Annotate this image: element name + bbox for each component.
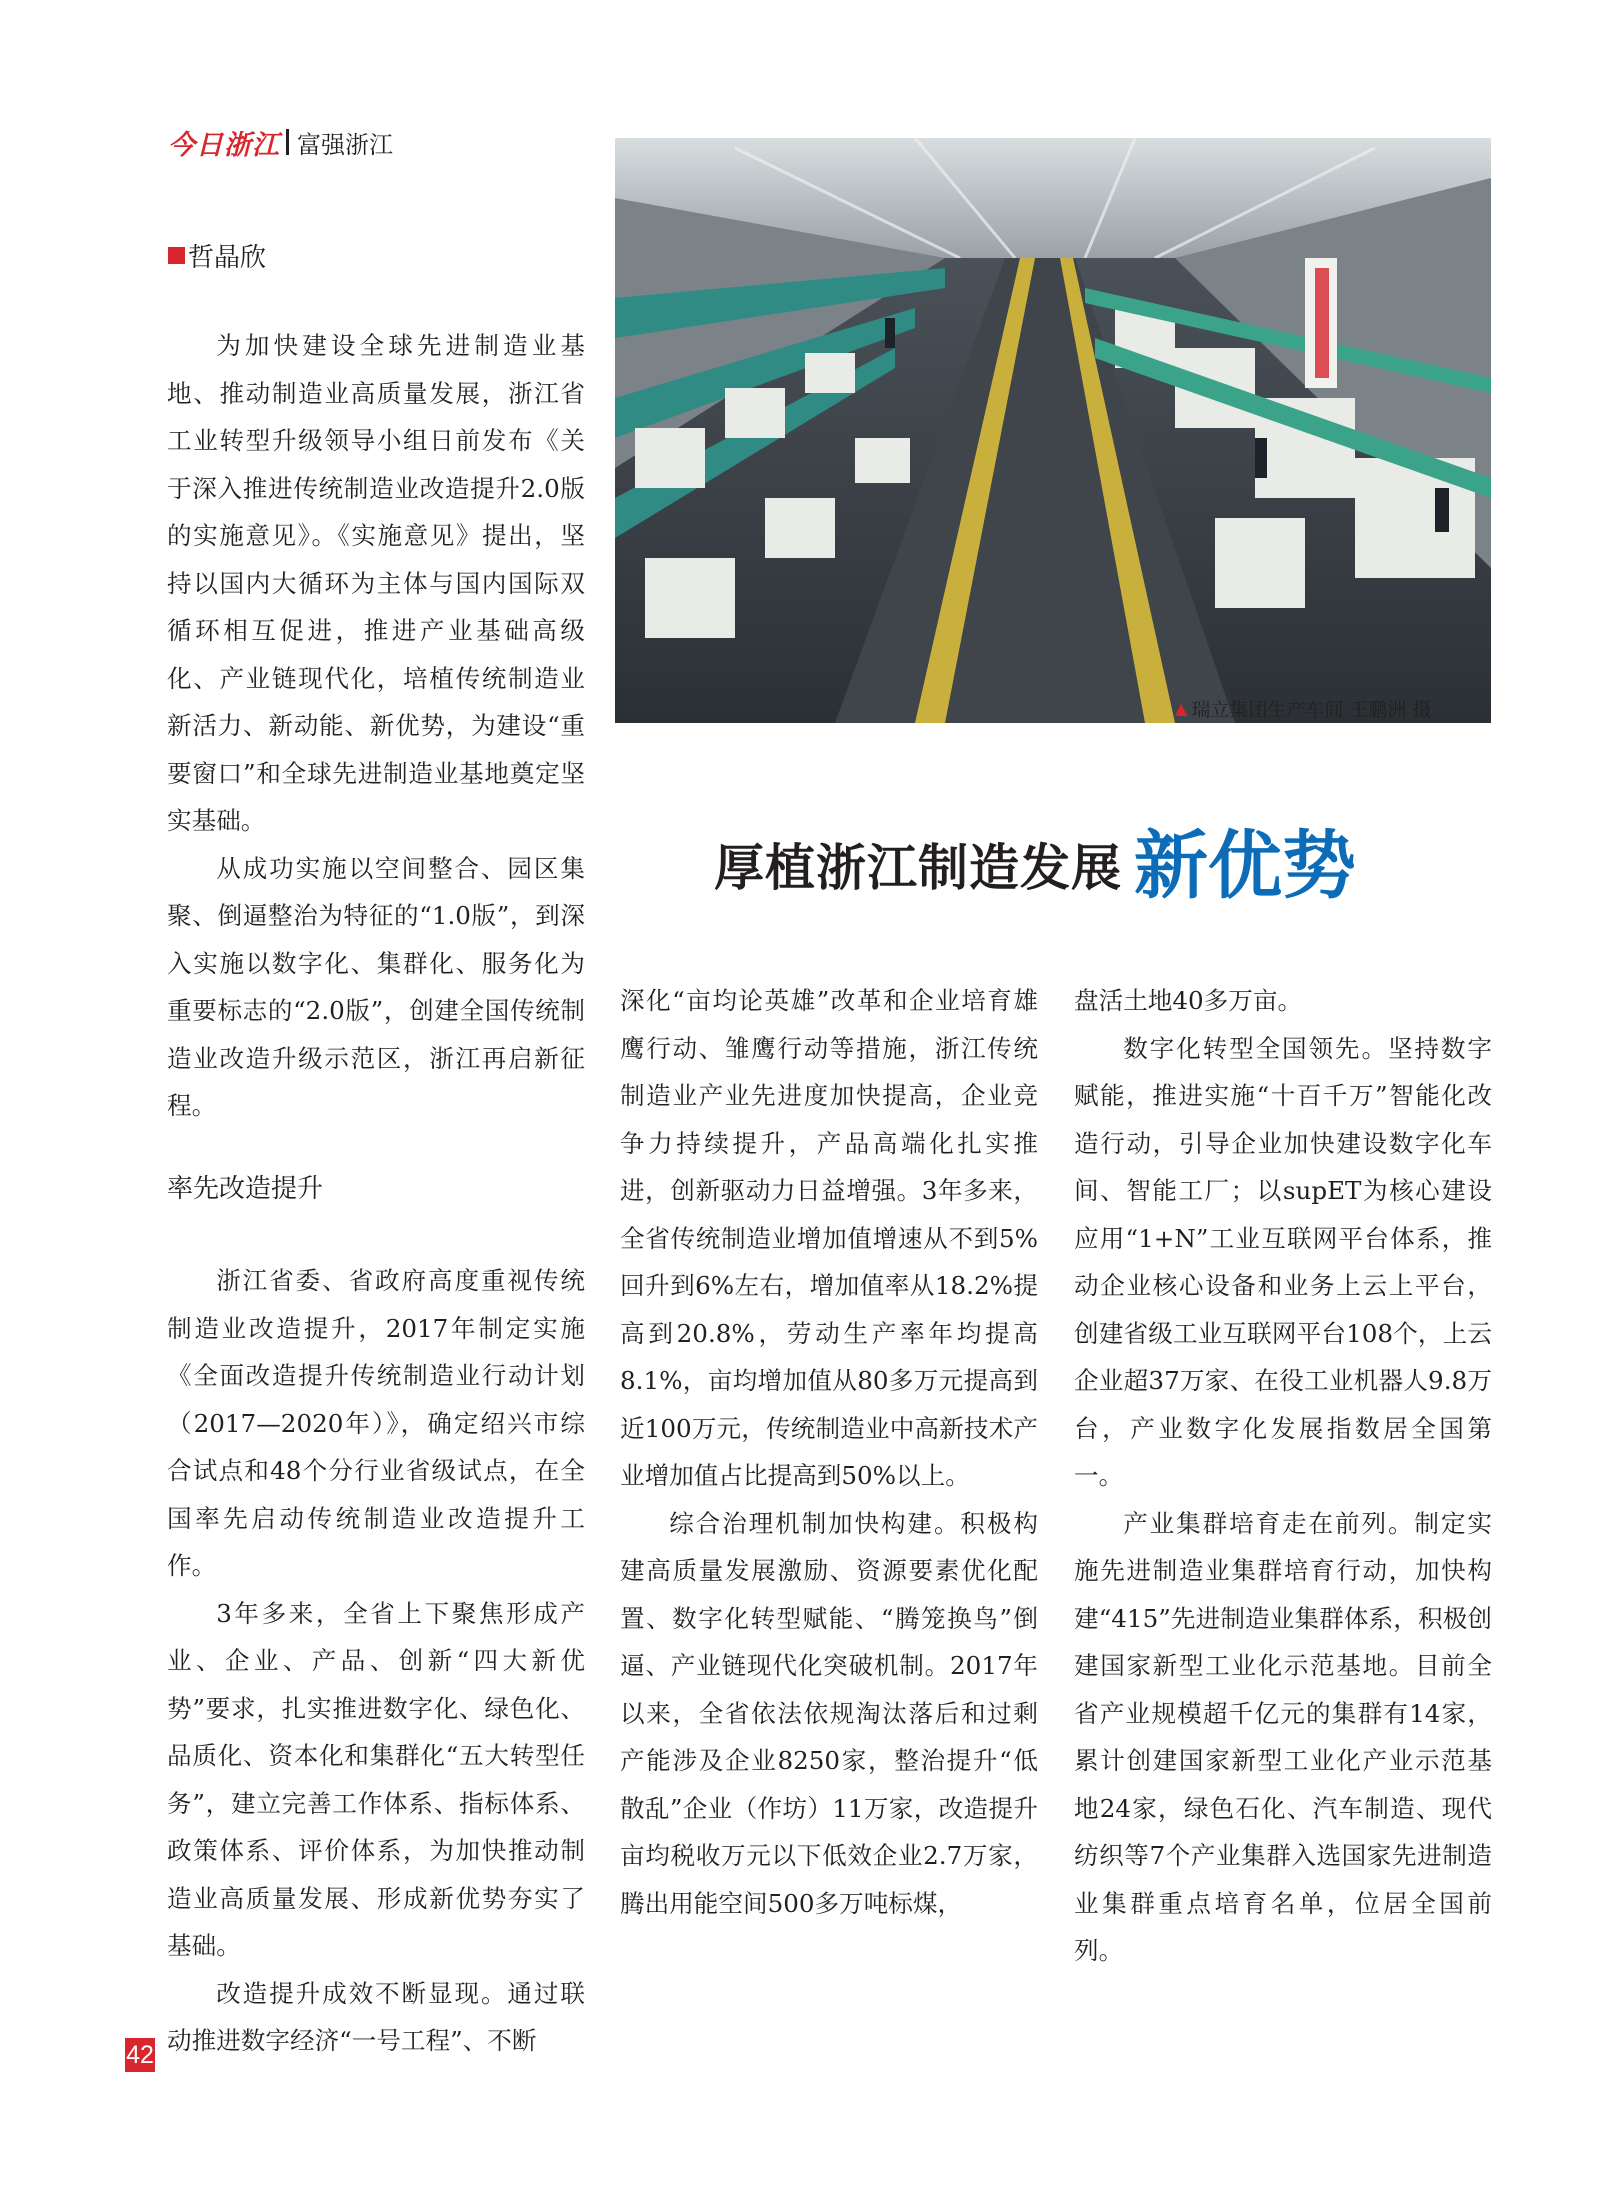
paragraph: 深化“亩均论英雄”改革和企业培育雄鹰行动、雏鹰行动等措施，浙江传统制造业产业先进度加快提高，企业竞争力持续提升，产品高端化扎实推进，创新驱动力日益增强。3年多来，全省传统制造业增加值增速从不到5%回升到6%左右，增加值率从18.2%提高到20.8%，劳动生产率年均提高8.1%，亩均增加值从80多万元提高到近100万元，传统制造业中高新技术产业增加值占比提高到50%以上。 [620,986,1038,1490]
paragraph: 综合治理机制加快构建。积极构建高质量发展激励、资源要素优化配置、数字化转型赋能、“腾笼换鸟”倒逼、产业链现代化突破机制。2017年以来，全省依法依规淘汰落后和过剩产能涉及企业8250家，整治提升“低散乱”企业（作坊）11万家，改造提升亩均税收万元以下低效企业2.7万家，腾出用能空间500多万吨标煤， [620,1508,1038,1918]
paragraph: 产业集群培育走在前列。制定实施先进制造业集群培育行动，加快构建“415”先进制造业集群体系，积极创建国家新型工业化示范基地。目前全省产业规模超千亿元的集群有14家，累计创建国家新型工业化产业示范基地24家，绿色石化、汽车制造、现代纺织等7个产业集群入选国家先进制造业集群重点培育名单，位居全国前列。 [1074,1508,1492,1965]
paragraph: 盘活土地40多万亩。 [1074,986,1303,1015]
column-1-intro [167,322,585,1130]
red-square-icon [168,247,185,264]
triangle-marker-icon: ▲ [1175,698,1188,718]
section-name: 富强浙江 [297,130,393,159]
column-2-body [620,977,1038,1927]
paragraph: 为加快建设全球先进制造业基地、推动制造业高质量发展，浙江省工业转型升级领导小组日前发布《关于深入推进传统制造业改造提升2.0版的实施意见》。《实施意见》提出，坚持以国内大循环为主体与国内国际双循环相互促进，推进产业基础高级化、产业链现代化，培植传统制造业新活力、新动能、新优势，为建设“重要窗口”和全球先进制造业基地奠定坚实基础。 [167,331,585,835]
article-title [714,808,1356,909]
column-1-body [167,1257,585,2065]
title-accent-text: 新优势 [1134,823,1356,909]
photo-caption [1175,694,1431,722]
author-name: 哲晶欣 [188,243,267,273]
page-number: 42 [125,2038,155,2072]
author-byline [168,237,266,274]
paragraph: 浙江省委、省政府高度重视传统制造业改造提升，2017年制定实施《全面改造提升传统制造业行动计划（2017—2020年）》，确定绍兴市综合试点和48个分行业省级试点，在全国率先启动传统制造业改造提升工作。 [167,1266,585,1580]
factory-photo [615,138,1491,723]
magazine-logo: 今日浙江 [168,129,280,161]
paragraph: 从成功实施以空间整合、园区集聚、倒逼整治为特征的“1.0版”，到深入实施以数字化、集群化、服务化为重要标志的“2.0版”，创建全国传统制造业改造升级示范区，浙江再启新征程。 [167,853,585,1120]
paragraph: 3年多来，全省上下聚焦形成产业、企业、产品、创新“四大新优势”要求，扎实推进数字化、绿色化、品质化、资本化和集群化“五大转型任务”，建立完善工作体系、指标体系、政策体系、评价体系，为加快推动制造业高质量发展、形成新优势夯实了基础。 [167,1598,585,1960]
section-subheading: 率先改造提升 [167,1174,324,1204]
photo-caption-text: 瑞立集团生产车间 王鹏洲 摄 [1191,698,1432,721]
title-main-text: 厚植浙江制造发展 [714,838,1122,897]
page-header [168,126,393,161]
paragraph: 改造提升成效不断显现。通过联动推进数字经济“一号工程”、不断 [167,1978,585,2055]
paragraph: 数字化转型全国领先。坚持数字赋能，推进实施“十百千万”智能化改造行动，引导企业加快建设数字化车间、智能工厂；以supET为核心建设应用“1+N”工业互联网平台体系，推动企业核心设备和业务上云上平台，创建省级工业互联网平台108个，上云企业超37万家、在役工业机器人9.8万台，产业数字化发展指数居全国第一。 [1074,1033,1492,1490]
header-divider [286,129,289,155]
column-3-body [1074,977,1492,1975]
